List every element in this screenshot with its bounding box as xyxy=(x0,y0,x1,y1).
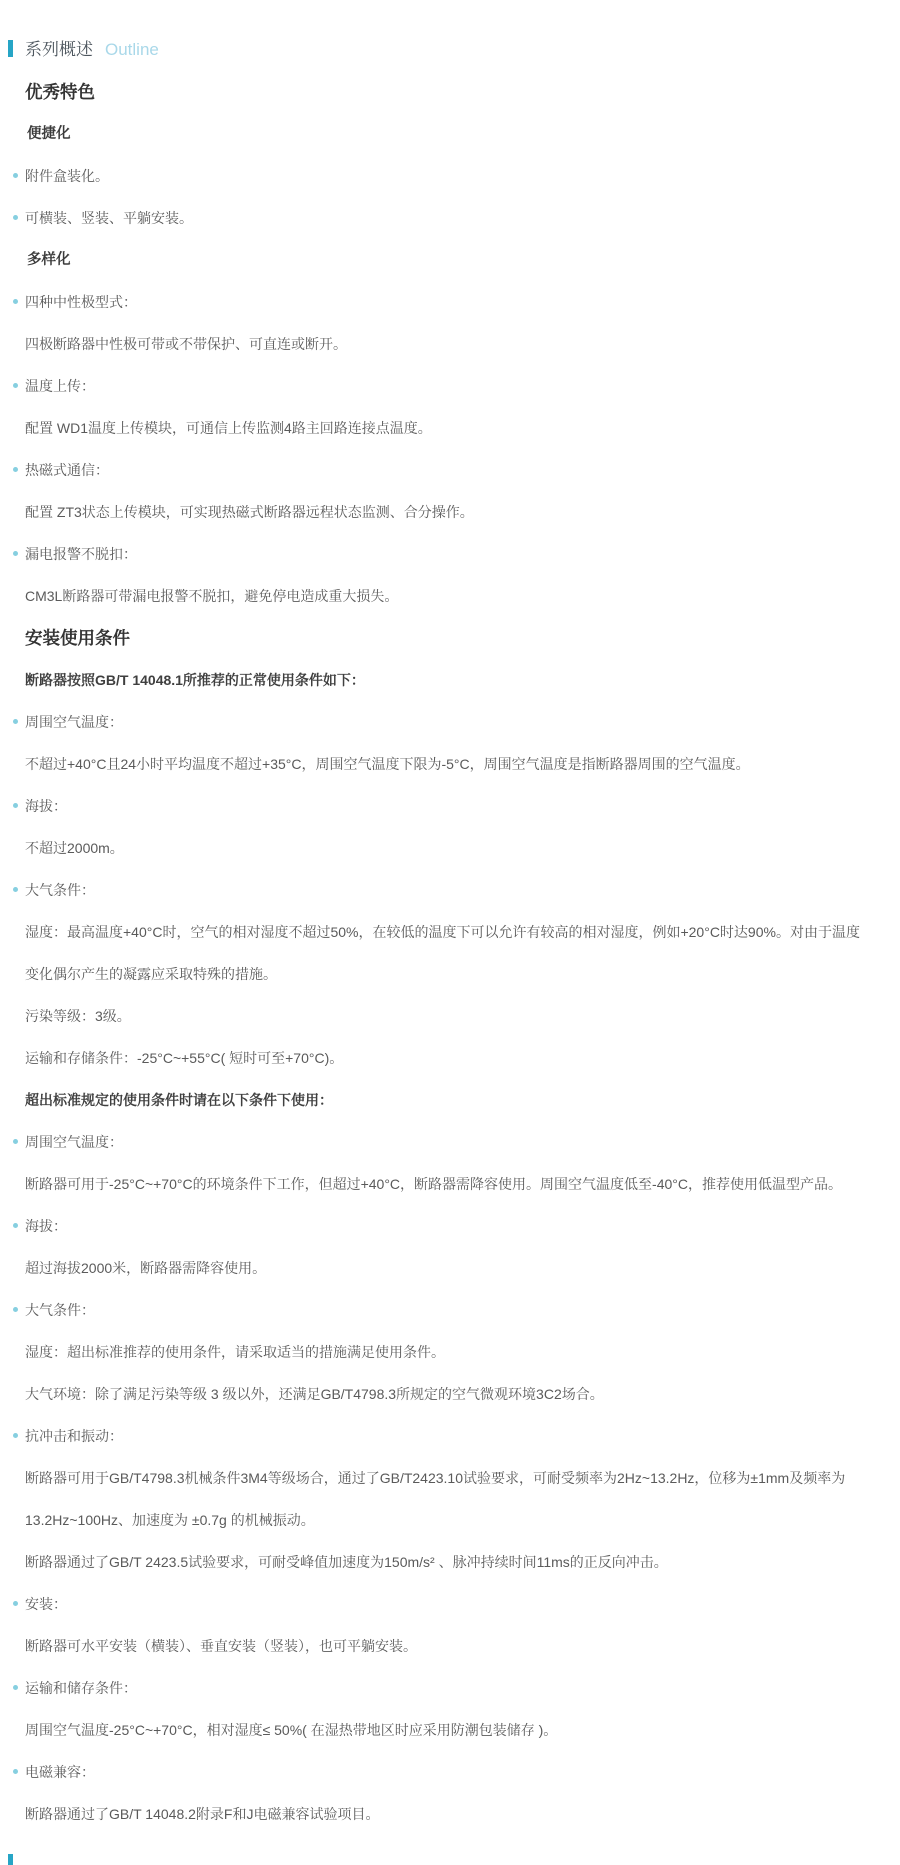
item-text: CM3L断路器可带漏电报警不脱扣，避免停电造成重大损失。 xyxy=(25,588,399,604)
item-text: 不超过+40°C且24小时平均温度不超过+35°C，周围空气温度下限为-5°C，周围空气温度是指断路器周围的空气温度。 xyxy=(25,756,750,772)
bullet-dot-icon xyxy=(13,467,18,472)
bullet-item xyxy=(25,701,872,743)
bullet-dot-icon xyxy=(13,383,18,388)
bullet-dot-icon xyxy=(13,1769,18,1774)
bullet-dot-icon xyxy=(13,1223,18,1228)
sub-heading xyxy=(25,113,872,155)
bullet-item xyxy=(25,1205,872,1247)
item-text: 周围空气温度： xyxy=(25,1134,123,1150)
bullet-dot-icon xyxy=(13,299,18,304)
item-text: 周围空气温度-25°C~+70°C，相对湿度≤ 50%( 在湿热带地区时应采用防潮包装储存 )。 xyxy=(25,1722,558,1738)
bullet-dot-icon xyxy=(13,215,18,220)
bullet-dot-icon xyxy=(13,1307,18,1312)
paragraph xyxy=(25,827,872,869)
paragraph xyxy=(25,1709,872,1751)
paragraph xyxy=(25,323,872,365)
section-subtitle: Outline xyxy=(105,40,159,59)
bullet-item xyxy=(25,365,872,407)
bullet-item xyxy=(25,1289,872,1331)
item-text: 运输和储存条件： xyxy=(25,1680,137,1696)
item-text: 配置 ZT3状态上传模块，可实现热磁式断路器远程状态监测、合分操作。 xyxy=(25,504,474,520)
item-text: 便捷化 xyxy=(27,126,71,142)
paragraph xyxy=(25,1331,872,1373)
item-text: 污染等级：3级。 xyxy=(25,1008,131,1024)
item-text: 湿度：最高温度+40°C时，空气的相对湿度不超过50%，在较低的温度下可以允许有较高的相对湿度，例如+20°C时达90%。对由于温度变化偶尔产生的凝露应采取特殊的措施。 xyxy=(25,924,860,982)
section-title: 系列概述 xyxy=(25,40,93,59)
bullet-item xyxy=(25,155,872,197)
item-text: 多样化 xyxy=(27,252,71,268)
bullet-dot-icon xyxy=(13,1685,18,1690)
item-text: 附件盒装化。 xyxy=(25,168,109,184)
item-text: 超出标准规定的使用条件时请在以下条件下使用： xyxy=(25,1092,333,1108)
item-text: 抗冲击和振动： xyxy=(25,1428,123,1444)
paragraph xyxy=(25,575,872,617)
paragraph xyxy=(25,1625,872,1667)
item-text: 安装使用条件 xyxy=(25,628,130,648)
bullet-dot-icon xyxy=(13,1601,18,1606)
bullet-item xyxy=(25,1751,872,1793)
item-text: 海拔： xyxy=(25,798,67,814)
section-accent-bar-icon xyxy=(8,40,13,57)
item-text: 海拔： xyxy=(25,1218,67,1234)
bullet-item xyxy=(25,1121,872,1163)
bullet-dot-icon xyxy=(13,173,18,178)
paragraph xyxy=(25,1793,872,1835)
item-text: 大气条件： xyxy=(25,882,95,898)
content-list xyxy=(25,71,872,1835)
item-text: 漏电报警不脱扣： xyxy=(25,546,137,562)
sub-heading xyxy=(25,239,872,281)
item-text: 配置 WD1温度上传模块，可通信上传监测4路主回路连接点温度。 xyxy=(25,420,432,436)
bold-note xyxy=(25,659,872,701)
next-section-marker-bar xyxy=(8,1854,13,1865)
bullet-dot-icon xyxy=(13,1433,18,1438)
item-text: 大气条件： xyxy=(25,1302,95,1318)
item-text: 周围空气温度： xyxy=(25,714,123,730)
item-text: 断路器按照GB/T 14048.1所推荐的正常使用条件如下： xyxy=(25,672,365,688)
bullet-item xyxy=(25,1415,872,1457)
bullet-dot-icon xyxy=(13,551,18,556)
item-text: 运输和存储条件：-25°C~+55°C( 短时可至+70°C)。 xyxy=(25,1050,344,1066)
item-text: 可横装、竖装、平躺安装。 xyxy=(25,210,193,226)
bullet-item xyxy=(25,869,872,911)
item-text: 电磁兼容： xyxy=(25,1764,95,1780)
paragraph xyxy=(25,407,872,449)
item-text: 断路器可水平安装（横装）、垂直安装（竖装），也可平躺安装。 xyxy=(25,1638,417,1654)
item-text: 热磁式通信： xyxy=(25,462,109,478)
item-text: 断路器可用于-25°C~+70°C的环境条件下工作，但超过+40°C，断路器需降容使用。周围空气温度低至-40°C，推荐使用低温型产品。 xyxy=(25,1176,842,1192)
bullet-dot-icon xyxy=(13,719,18,724)
bullet-dot-icon xyxy=(13,887,18,892)
paragraph xyxy=(25,911,872,995)
bullet-item xyxy=(25,1667,872,1709)
item-text: 湿度：超出标准推荐的使用条件，请采取适当的措施满足使用条件。 xyxy=(25,1344,445,1360)
section-heading xyxy=(25,71,872,113)
paragraph xyxy=(25,743,872,785)
paragraph xyxy=(25,491,872,533)
item-text: 四种中性极型式： xyxy=(25,294,137,310)
section-heading xyxy=(25,617,872,659)
item-text: 断路器通过了GB/T 2423.5试验要求，可耐受峰值加速度为150m/s² 、脉冲持续时间11ms的正反向冲击。 xyxy=(25,1554,668,1570)
bullet-dot-icon xyxy=(13,803,18,808)
paragraph xyxy=(25,1163,872,1205)
bullet-item xyxy=(25,533,872,575)
bullet-item xyxy=(25,1583,872,1625)
bold-note xyxy=(25,1079,872,1121)
item-text: 大气环境：除了满足污染等级 3 级以外，还满足GB/T4798.3所规定的空气微观环境3C2场合。 xyxy=(25,1386,604,1402)
item-text: 不超过2000m。 xyxy=(25,840,124,856)
item-text: 优秀特色 xyxy=(25,82,95,102)
paragraph xyxy=(25,1247,872,1289)
item-text: 断路器可用于GB/T4798.3机械条件3M4等级场合，通过了GB/T2423.10试验要求，可耐受频率为2Hz~13.2Hz，位移为±1mm及频率为13.2Hz~100Hz、加速度为 ±0.7g 的机械振动。 xyxy=(25,1470,846,1528)
bullet-item xyxy=(25,197,872,239)
item-text: 温度上传： xyxy=(25,378,95,394)
bullet-item xyxy=(25,281,872,323)
item-text: 超过海拔2000米，断路器需降容使用。 xyxy=(25,1260,267,1276)
paragraph xyxy=(25,1373,872,1415)
paragraph xyxy=(25,1457,872,1541)
paragraph xyxy=(25,1037,872,1079)
item-text: 断路器通过了GB/T 14048.2附录F和J电磁兼容试验项目。 xyxy=(25,1806,380,1822)
bullet-item xyxy=(25,449,872,491)
item-text: 安装： xyxy=(25,1596,67,1612)
bullet-dot-icon xyxy=(13,1139,18,1144)
bullet-item xyxy=(25,785,872,827)
section-header xyxy=(8,29,872,71)
item-text: 四极断路器中性极可带或不带保护、可直连或断开。 xyxy=(25,336,347,352)
paragraph xyxy=(25,1541,872,1583)
paragraph xyxy=(25,995,872,1037)
